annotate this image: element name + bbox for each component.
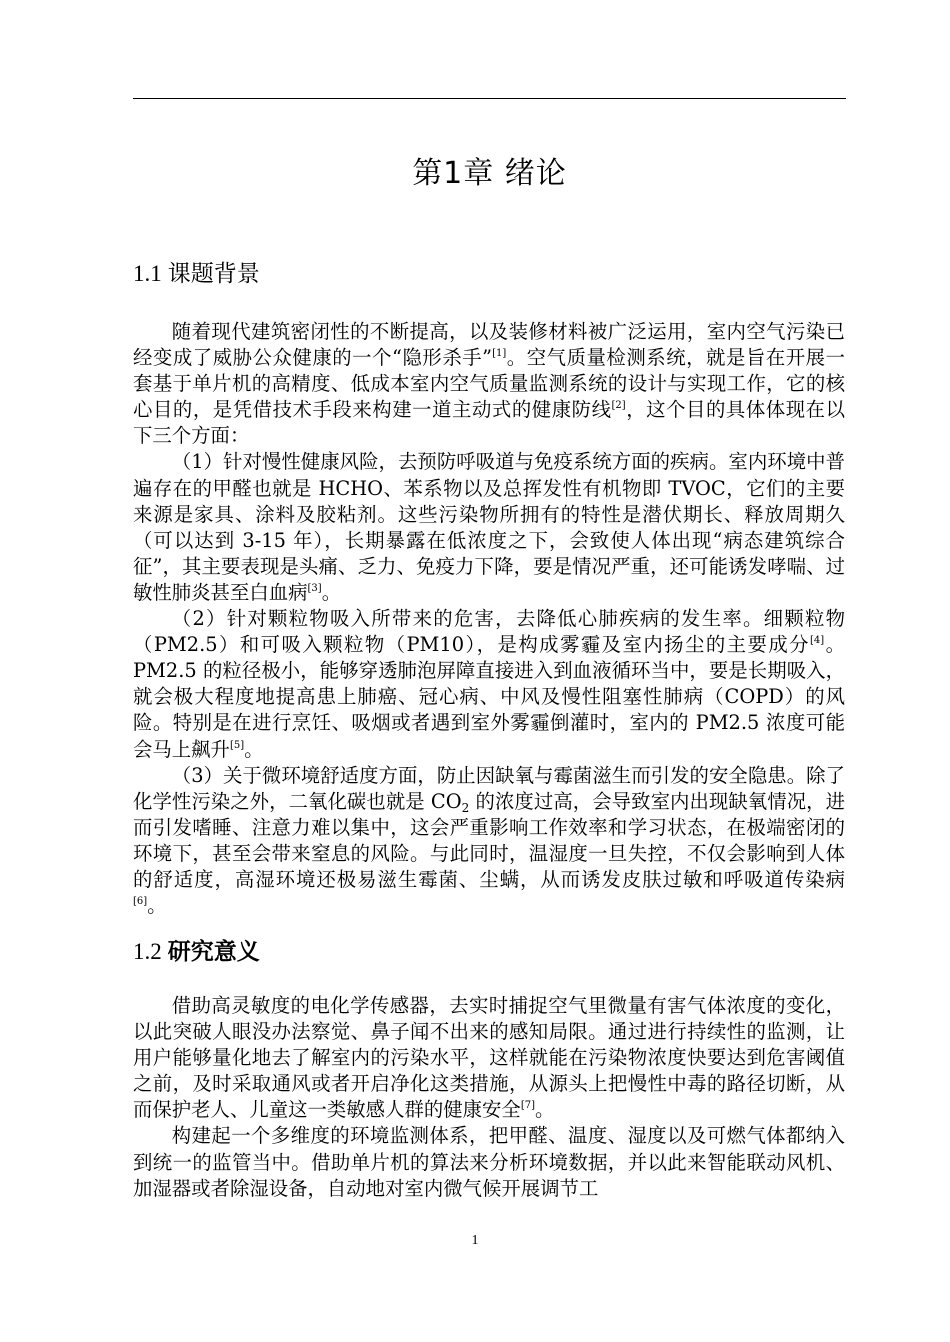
section-title-text: 研究意义: [167, 939, 260, 965]
citation: [5]: [229, 739, 245, 751]
header-rule: [133, 98, 846, 99]
citation: [1]: [492, 348, 507, 360]
section-1-2-body: [133, 993, 845, 1202]
subscript: 2: [461, 800, 470, 815]
section-number: 1.1: [133, 261, 162, 286]
paragraph: （3）关于微环境舒适度方面，防止因缺氧与霉菌滋生而引发的安全隐患。除了化学性污染之外，二氧化碳也就是 $CO_2$ 的浓度过高，会导致室内出现缺氧情况，进而引发嗜睡、注意力难以集中，这会严重影响工作效率和学习状态，在极端密闭的环境下，甚至会带来窒息的风险。与此同时，温湿度一旦失控，不仅会影响到人体的舒适度，高湿环境还极易滋生霉菌、尘螨，从而诱发皮肤过敏和呼吸道传染病[6]。: [133, 763, 845, 918]
citation: [7]: [520, 1100, 535, 1112]
page-number: 1: [471, 1233, 479, 1248]
section-heading-1-1: [133, 258, 260, 290]
paragraph: （1）针对慢性健康风险，去预防呼吸道与免疫系统方面的疾病。室内环境中普遍存在的甲醛也就是 HCHO、苯系物以及总挥发性有机物即 TVOC，它们的主要来源是家具、涂料及胶粘剂。这些污染物所拥有的特性是潜伏期长、释放周期久（可以达到 3-15 年），长期暴露在低浓度之下，会致使人体出现“病态建筑综合征”，其主要表现是头痛、乏力、免疫力下降，要是情况严重，还可能诱发哮喘、过敏性肺炎甚至白血病[3]。: [133, 450, 845, 604]
section-number: 1.2: [133, 939, 162, 964]
section-1-1-body: [133, 319, 845, 919]
paragraph: 借助高灵敏度的电化学传感器，去实时捕捉空气里微量有害气体浓度的变化，以此突破人眼没办法察觉、鼻子闻不出来的感知局限。通过进行持续性的监测，让用户能够量化地去了解室内的污染水平，这样就能在污染物浓度快要达到危害阈值之前，及时采取通风或者开启净化这类措施，从源头上把慢性中毒的路径切断，从而保护老人、儿童这一类敏感人群的健康安全[7]。: [133, 994, 845, 1122]
section-title-text: 课题背景: [167, 261, 260, 287]
citation: [6]: [133, 896, 148, 908]
paragraph: 构建起一个多维度的环境监测体系，把甲醛、温度、湿度以及可燃气体都纳入到统一的监管当中。借助单片机的算法来分析环境数据，并以此来智能联动风机、加湿器或者除湿设备，自动地对室内微气候开展调节工: [133, 1124, 845, 1200]
citation: [2]: [611, 400, 626, 412]
section-heading-1-2: [133, 936, 260, 968]
citation: [4]: [809, 635, 825, 647]
citation: [3]: [307, 582, 322, 594]
chapter-title: 第1章 绪论: [412, 156, 567, 191]
paragraph: （2）针对颗粒物吸入所带来的危害，去降低心肺疾病的发生率。细颗粒物（PM2.5）和可吸入颗粒物（PM10），是构成雾霾及室内扬尘的主要成分[4]。PM2.5 的粒径极小，能够穿透肺泡屏障直接进入到血液循环当中，要是长期吸入，就会极大程度地提高患上肺癌、冠心病、中风及慢性阻塞性肺病（COPD）的风险。特别是在进行烹饪、吸烟或者遇到室外雾霾倒灌时，室内的 PM2.5 浓度可能会马上飙升[5]。: [133, 607, 845, 761]
paragraph: 随着现代建筑密闭性的不断提高，以及装修材料被广泛运用，室内空气污染已经变成了威胁公众健康的一个“隐形杀手”[1]。空气质量检测系统，就是旨在开展一套基于单片机的高精度、低成本室内空气质量监测系统的设计与实现工作，它的核心目的，是凭借技术手段来构建一道主动式的健康防线[2]，这个目的具体体现在以下三个方面：: [133, 320, 846, 448]
